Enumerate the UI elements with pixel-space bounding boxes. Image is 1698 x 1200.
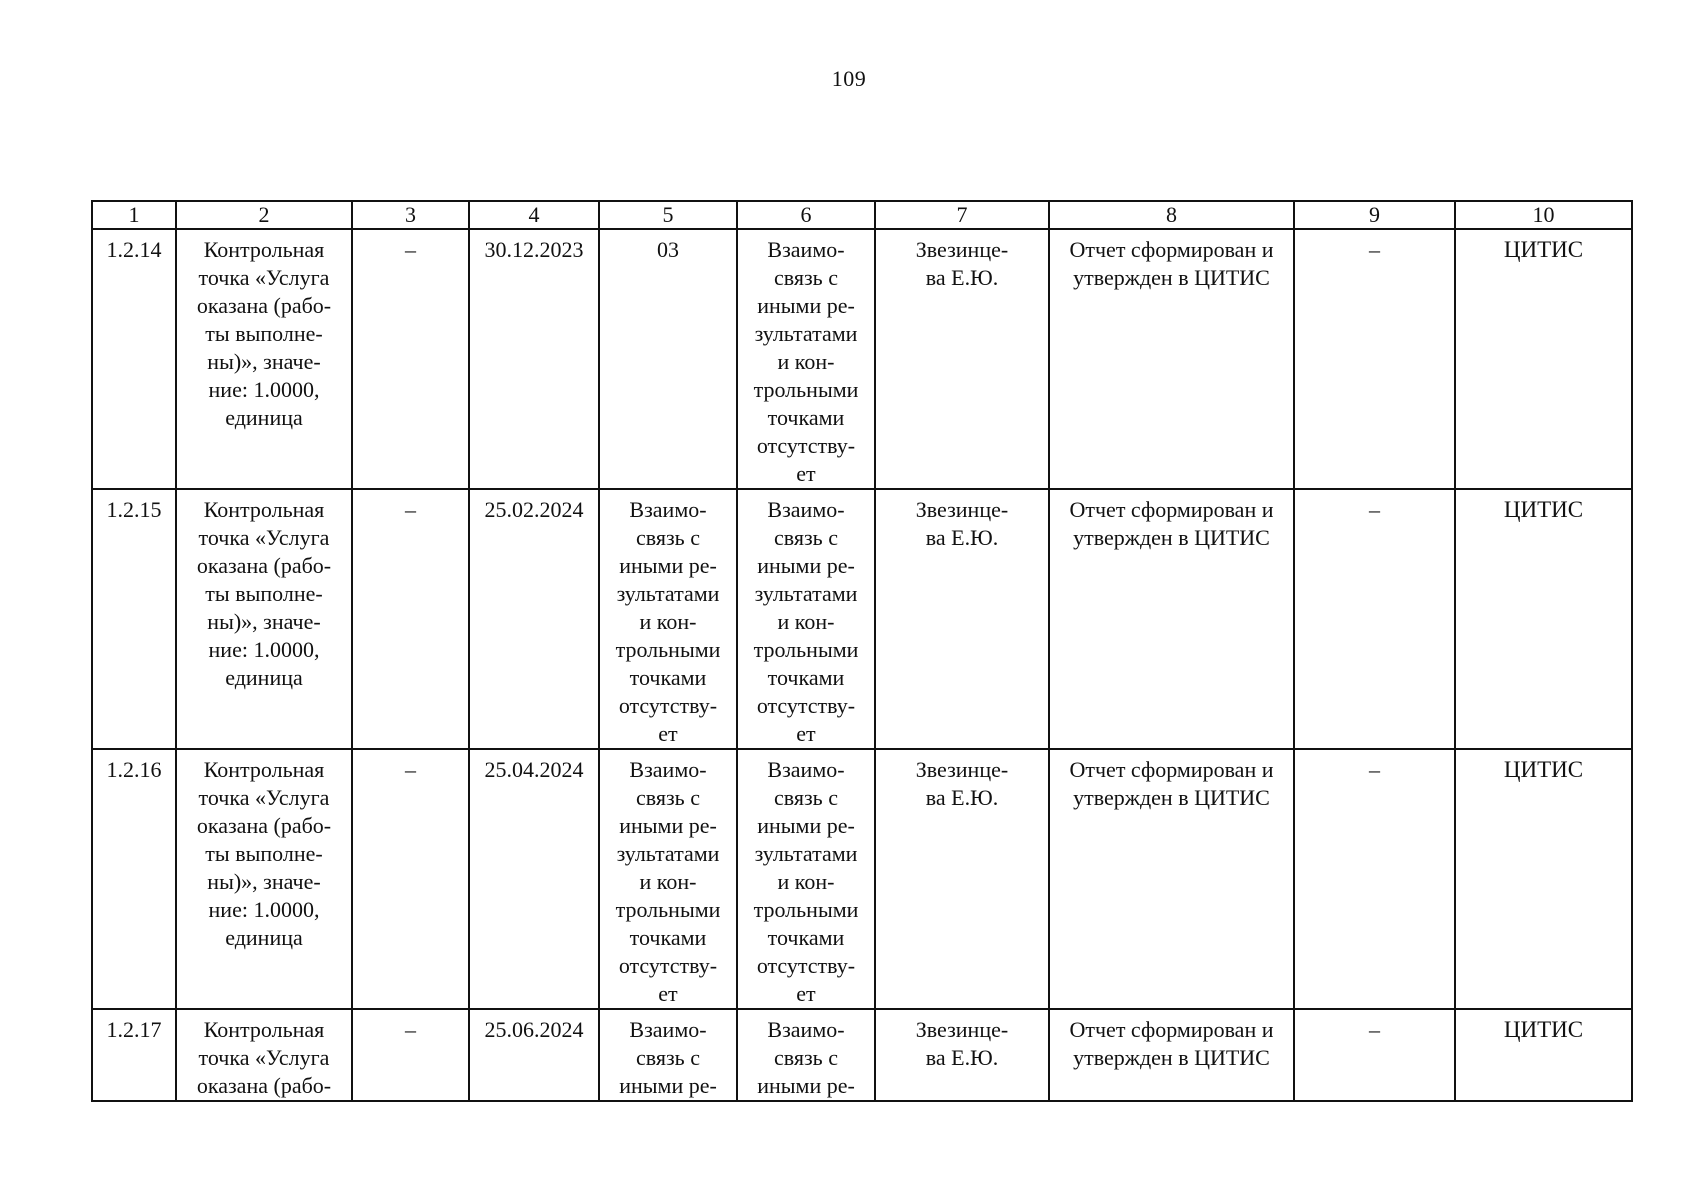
control-point-name: Контрольная точка «Услуга оказана (рабо- ты выполне- ны)», значе- ние: 1.0000, единица — [196, 497, 332, 690]
column-header: 6 — [737, 201, 875, 229]
row-number-cell — [92, 749, 176, 1009]
col9-cell — [1294, 1009, 1455, 1101]
date-cell — [469, 749, 599, 1009]
column-header: 7 — [875, 201, 1049, 229]
col5-cell — [599, 1009, 737, 1101]
col6-value: Взаимо- связь с иными ре- зультатами и кон- трольными точками отсутству- ет — [753, 497, 859, 746]
col3-cell — [352, 1009, 469, 1101]
col3-cell — [352, 749, 469, 1009]
system-cell — [1455, 1009, 1632, 1101]
row-number: 1.2.16 — [106, 757, 162, 782]
col5-value: Взаимо- связь с иными ре- зультатами и кон- трольными точками отсутству- ет — [615, 497, 721, 746]
control-point-name-cell — [176, 489, 352, 749]
col5-cell — [599, 489, 737, 749]
date-cell — [469, 229, 599, 489]
report-status: Отчет сформирован и утвержден в ЦИТИС — [1069, 497, 1274, 550]
col5-cell — [599, 749, 737, 1009]
col3-cell — [352, 489, 469, 749]
col3-value: – — [405, 497, 416, 522]
table-row — [92, 489, 1632, 749]
control-point-name: Контрольная точка «Услуга оказана (рабо- ты выполне- ны)», значе- ние: 1.0000, единица — [196, 237, 332, 430]
row-number: 1.2.15 — [106, 497, 162, 522]
responsible-cell — [875, 229, 1049, 489]
col9-value: – — [1369, 1017, 1380, 1042]
date-value: 25.02.2024 — [484, 497, 584, 522]
col9-cell — [1294, 749, 1455, 1009]
table-row — [92, 1009, 1632, 1101]
col3-value: – — [405, 1017, 416, 1042]
table-row — [92, 749, 1632, 1009]
page-number: 109 — [831, 66, 867, 91]
control-point-name-cell — [176, 749, 352, 1009]
row-number-cell — [92, 489, 176, 749]
responsible-person: Звезинце- ва Е.Ю. — [915, 1017, 1009, 1070]
responsible-person: Звезинце- ва Е.Ю. — [915, 757, 1009, 810]
column-header: 10 — [1455, 201, 1632, 229]
col9-cell — [1294, 229, 1455, 489]
responsible-person: Звезинце- ва Е.Ю. — [915, 237, 1009, 290]
date-value: 25.06.2024 — [484, 1017, 584, 1042]
system-name: ЦИТИС — [1503, 757, 1584, 782]
column-header: 1 — [92, 201, 176, 229]
control-point-name: Контрольная точка «Услуга оказана (рабо- ты выполне- ны)», значе- ние: 1.0000, единица — [196, 757, 332, 950]
column-header: 9 — [1294, 201, 1455, 229]
control-point-name: Контрольная точка «Услуга оказана (рабо- — [196, 1017, 332, 1098]
col6-cell — [737, 1009, 875, 1101]
col5-cell — [599, 229, 737, 489]
responsible-person: Звезинце- ва Е.Ю. — [915, 497, 1009, 550]
report-cell — [1049, 229, 1294, 489]
report-cell — [1049, 1009, 1294, 1101]
col6-cell — [737, 489, 875, 749]
col9-value: – — [1369, 497, 1380, 522]
col9-value: – — [1369, 237, 1380, 262]
col3-cell — [352, 229, 469, 489]
table-row — [92, 229, 1632, 489]
control-points-table — [91, 200, 1633, 1102]
system-name: ЦИТИС — [1503, 497, 1584, 522]
col5-value: Взаимо- связь с иными ре- зультатами и кон- трольными точками отсутству- ет — [615, 757, 721, 1006]
report-cell — [1049, 749, 1294, 1009]
col9-value: – — [1369, 757, 1380, 782]
responsible-cell — [875, 1009, 1049, 1101]
col9-cell — [1294, 489, 1455, 749]
report-status: Отчет сформирован и утвержден в ЦИТИС — [1069, 757, 1274, 810]
header-row — [92, 201, 1632, 229]
column-header: 4 — [469, 201, 599, 229]
responsible-cell — [875, 749, 1049, 1009]
col6-value: Взаимо- связь с иными ре- зультатами и кон- трольными точками отсутству- ет — [753, 237, 859, 486]
col5-value: 03 — [657, 237, 679, 262]
col6-cell — [737, 749, 875, 1009]
col3-value: – — [405, 237, 416, 262]
report-status: Отчет сформирован и утвержден в ЦИТИС — [1069, 237, 1274, 290]
col6-cell — [737, 229, 875, 489]
col3-value: – — [405, 757, 416, 782]
column-header: 3 — [352, 201, 469, 229]
date-cell — [469, 1009, 599, 1101]
system-cell — [1455, 489, 1632, 749]
column-header: 8 — [1049, 201, 1294, 229]
system-name: ЦИТИС — [1503, 1017, 1584, 1042]
column-header: 5 — [599, 201, 737, 229]
date-value: 30.12.2023 — [484, 237, 584, 262]
date-value: 25.04.2024 — [484, 757, 584, 782]
control-point-name-cell — [176, 229, 352, 489]
system-name: ЦИТИС — [1503, 237, 1584, 262]
system-cell — [1455, 229, 1632, 489]
row-number-cell — [92, 1009, 176, 1101]
row-number: 1.2.17 — [106, 1017, 162, 1042]
row-number: 1.2.14 — [106, 237, 162, 262]
col6-value: Взаимо- связь с иными ре- зультатами и кон- трольными точками отсутству- ет — [753, 757, 859, 1006]
report-cell — [1049, 489, 1294, 749]
report-status: Отчет сформирован и утвержден в ЦИТИС — [1069, 1017, 1274, 1070]
col5-value: Взаимо- связь с иными ре- — [619, 1017, 717, 1098]
control-point-name-cell — [176, 1009, 352, 1101]
date-cell — [469, 489, 599, 749]
column-header: 2 — [176, 201, 352, 229]
system-cell — [1455, 749, 1632, 1009]
col6-value: Взаимо- связь с иными ре- — [757, 1017, 855, 1098]
responsible-cell — [875, 489, 1049, 749]
row-number-cell — [92, 229, 176, 489]
